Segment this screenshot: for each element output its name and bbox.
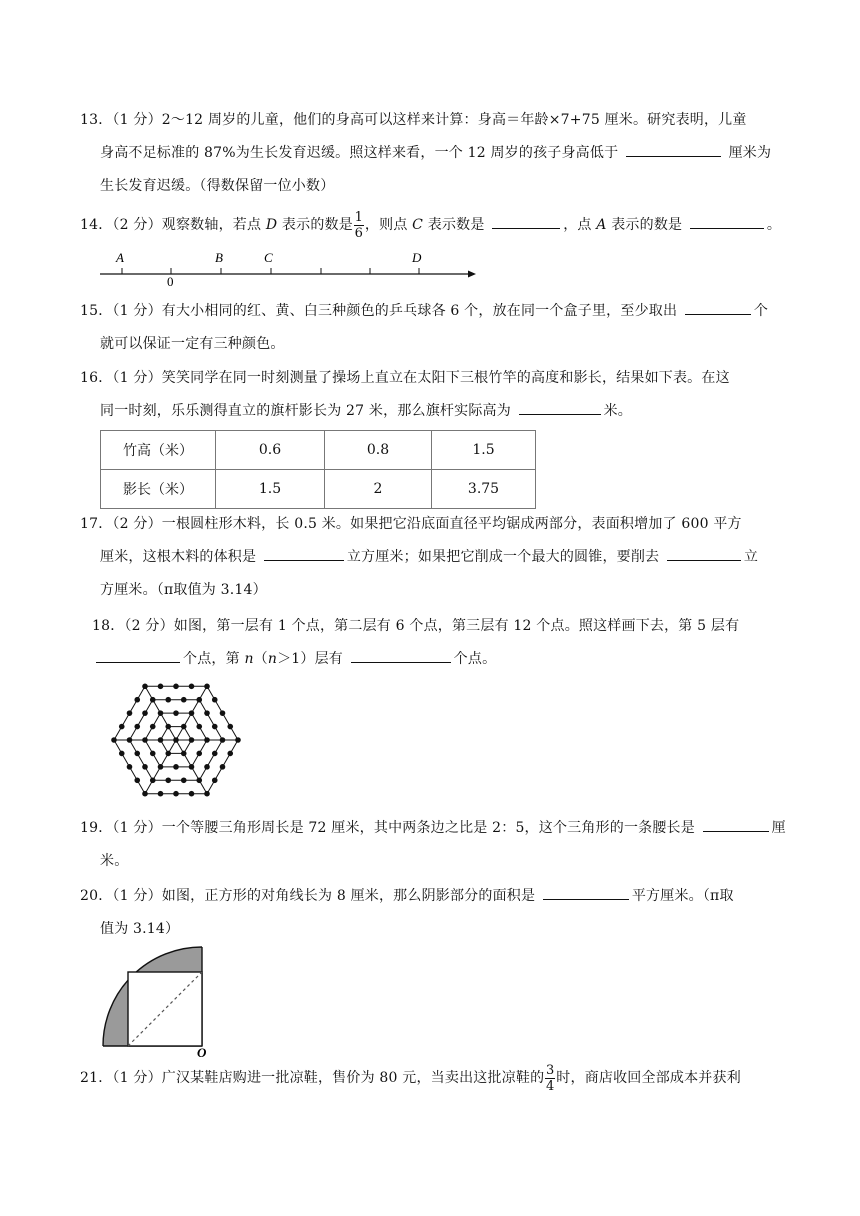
hexagon-dot — [142, 791, 148, 797]
q14-fraction: $\frac{1}{6}$ — [354, 209, 364, 241]
q16-answer-blank[interactable] — [519, 400, 601, 415]
q14-point-c: C — [412, 217, 424, 233]
hexagon-dot — [158, 737, 164, 743]
hexagon-dot — [119, 751, 125, 757]
q15-line2: 就可以保证一定有三种颜色。 — [100, 336, 285, 352]
hexagon-dot — [227, 724, 233, 730]
hexagon-dot — [181, 777, 187, 783]
question-18: 18．（2 分）如图，第一层有 1 个点，第二层有 6 个点，第三层有 12 个点。照这样画下去，第 5 层有 个点，第 n（n＞1）层有 个点。 — [92, 610, 792, 676]
q17-line2-mid: 立方厘米；如果把它削成一个最大的圆锥，要削去 — [346, 549, 660, 565]
q17-line3: 方厘米。（π取值为 3.14） — [100, 582, 267, 598]
hexagon-dot — [196, 724, 202, 730]
hexagon-dot — [212, 751, 218, 757]
q21-fraction: $\frac{3}{4}$ — [546, 1062, 555, 1094]
hexagon-dot — [196, 777, 202, 783]
label-c: C — [264, 250, 273, 265]
q14-text-2: 表示的数是 — [277, 217, 353, 233]
q13-line3: 生长发育迟缓。（得数保留一位小数） — [100, 178, 335, 194]
hexagon-dot — [173, 791, 179, 797]
hexagon-dot — [142, 764, 148, 770]
hexagon-dot — [227, 751, 233, 757]
hexagon-dot — [212, 777, 218, 783]
hexagon-dot — [127, 710, 133, 716]
hexagon-dot — [150, 751, 156, 757]
q16-line2-text: 同一时刻，乐乐测得直立的旗杆影长为 27 米，那么旗杆实际高为 — [100, 403, 511, 419]
q14-text-4: 表示数是 — [423, 217, 485, 233]
hexagon-dot — [173, 764, 179, 770]
hexagon-dot — [181, 751, 187, 757]
hexagon-dot — [196, 751, 202, 757]
hexagon-dot — [189, 737, 195, 743]
label-d: D — [412, 250, 422, 265]
q17-line1: 17．（2 分）一根圆柱形木料，长 0.5 米。如果把它沿底面直径平均锯成两部分，表面积增加了 600 平方 — [80, 516, 742, 532]
hexagon-dot — [134, 697, 140, 703]
hexagon-dot — [150, 777, 156, 783]
number-line-figure — [96, 246, 486, 286]
hexagon-dot — [235, 737, 241, 743]
hexagon-dot — [204, 791, 210, 797]
hexagon-dot — [165, 777, 171, 783]
square-quarter-circle-figure — [98, 942, 214, 1058]
hexagon-dot — [220, 710, 226, 716]
hexagon-dot — [142, 684, 148, 690]
hexagon-dot — [173, 710, 179, 716]
q14-text-3: ，则点 — [364, 217, 413, 233]
question-16: 16．（1 分）笑笑同学在同一时刻测量了操场上直立在太阳下三根竹竿的高度和影长，结果如下表。在这 同一时刻，乐乐测得直立的旗杆影长为 27 米，那么旗杆实际高为 米。 — [80, 362, 780, 428]
hexagon-dot — [173, 684, 179, 690]
q14-point-a: A — [596, 217, 607, 233]
q20-line2: 值为 3.14） — [100, 921, 180, 937]
q16-line1: 16．（1 分）笑笑同学在同一时刻测量了操场上直立在太阳下三根竹竿的高度和影长，结果如下表。在这 — [80, 370, 730, 386]
q19-line2: 米。 — [100, 853, 129, 869]
question-13 — [80, 104, 780, 203]
hexagon-dot — [181, 724, 187, 730]
hexagon-dot — [189, 791, 195, 797]
hexagon-dot — [150, 724, 156, 730]
hexagon-dot — [189, 764, 195, 770]
hexagon-dot — [111, 737, 117, 743]
hexagon-dot — [212, 697, 218, 703]
q17-answer-blank-2[interactable] — [667, 546, 741, 561]
q14-text-5: ，点 — [563, 217, 597, 233]
q17-answer-blank-1[interactable] — [264, 546, 344, 561]
hexagon-dot — [165, 697, 171, 703]
q14-point-d: D — [265, 217, 278, 233]
q14-text-1: 14．（2 分）观察数轴，若点 — [80, 217, 266, 233]
q17-line2-text: 厘米，这根木料的体积是 — [100, 549, 257, 565]
q15-answer-blank[interactable] — [685, 300, 751, 315]
q19-text: 19．（1 分）一个等腰三角形周长是 72 厘米，其中两条边之比是 2：5，这个三角形的一条腰长是 — [80, 820, 695, 836]
label-o: O — [197, 1045, 207, 1058]
hexagon-dot — [142, 737, 148, 743]
hexagon-dot — [204, 684, 210, 690]
hexagon-dot — [173, 737, 179, 743]
hexagon-dot — [220, 737, 226, 743]
question-20: 20．（1 分）如图，正方形的对角线长为 8 厘米，那么阴影部分的面积是 平方厘米。（π取 值为 3.14） — [80, 880, 780, 946]
q14-answer-blank-2[interactable] — [690, 214, 764, 229]
question-17: 17．（2 分）一根圆柱形木料，长 0.5 米。如果把它沿底面直径平均锯成两部分，表面积增加了 600 平方 厘米，这根木料的体积是 立方厘米；如果把它削成一个最大的圆锥，要削去 立 方厘米。（π取值为 3.14） — [80, 508, 780, 607]
q13-line2-tail: 厘米为 — [728, 145, 772, 161]
hexagon-dot — [189, 710, 195, 716]
hexagon-dot — [220, 764, 226, 770]
q20-text: 20．（1 分）如图，正方形的对角线长为 8 厘米，那么阴影部分的面积是 — [80, 888, 536, 904]
hexagon-dot — [158, 764, 164, 770]
hexagon-dot — [204, 710, 210, 716]
hexagon-dot — [158, 791, 164, 797]
hexagon-dot — [119, 724, 125, 730]
label-a: A — [116, 250, 124, 265]
hexagon-dot — [134, 724, 140, 730]
hexagon-dot — [150, 697, 156, 703]
table-row: 竹高（米） 0.6 0.8 1.5 — [101, 431, 536, 470]
q14-text-6: 表示的数是 — [606, 217, 683, 233]
hexagon-dot — [204, 737, 210, 743]
q19-answer-blank[interactable] — [703, 817, 769, 832]
question-14: 14．（2 分）观察数轴，若点 D 表示的数是 $\frac{1}{6}$ ，则点 C 表示数是 ，点 A 表示的数是 。 — [80, 209, 782, 241]
hexagon-dot — [134, 777, 140, 783]
q20-answer-blank[interactable] — [543, 885, 629, 900]
hexagon-dot — [196, 697, 202, 703]
q13-answer-blank[interactable] — [626, 142, 721, 157]
q18-line1: 18．（2 分）如图，第一层有 1 个点，第二层有 6 个点，第三层有 12 个点。照这样画下去，第 5 层有 — [92, 618, 740, 634]
q15-text: 15．（1 分）有大小相同的红、黄、白三种颜色的乒乓球各 6 个，放在同一个盒子里，至少取出 — [80, 303, 678, 319]
bamboo-table — [100, 430, 536, 509]
q14-answer-blank-1[interactable] — [492, 214, 560, 229]
q13-line2-text: 身高不足标准的 87%为生长发育迟缓。照这样来看，一个 12 周岁的孩子身高低于 — [100, 145, 619, 161]
hexagon-dot — [212, 724, 218, 730]
hexagon-dot — [158, 684, 164, 690]
table-row: 影长（米） 1.5 2 3.75 — [101, 470, 536, 509]
hexagon-dot — [165, 751, 171, 757]
q18-answer-blank-2[interactable] — [351, 648, 451, 663]
q13-line1: 13．（1 分）2～12 周岁的儿童，他们的身高可以这样来计算：身高＝年龄×7+75 厘米。研究表明，儿童 — [80, 112, 747, 128]
hexagon-dot — [127, 764, 133, 770]
hexagon-dot — [165, 724, 171, 730]
label-b: B — [215, 250, 223, 265]
hexagon-dot — [158, 710, 164, 716]
hexagon-dot — [204, 764, 210, 770]
question-21 — [80, 1062, 780, 1095]
hexagon-dot — [142, 710, 148, 716]
hexagon-dot — [134, 751, 140, 757]
hexagon-dot — [181, 697, 187, 703]
q21-text-2: 时，商店收回全部成本并获利 — [556, 1070, 741, 1086]
question-19: 19．（1 分）一个等腰三角形周长是 72 厘米，其中两条边之比是 2：5，这个三角形的一条腰长是 厘 米。 — [80, 812, 780, 878]
label-zero: 0 — [167, 274, 174, 286]
q18-answer-blank-1[interactable] — [96, 648, 180, 663]
hexagon-dots-figure — [98, 674, 254, 806]
q21-text: 21．（1 分）广汉某鞋店购进一批凉鞋，售价为 80 元，当卖出这批凉鞋的 — [80, 1070, 545, 1086]
hexagon-dot — [127, 737, 133, 743]
question-15: 15．（1 分）有大小相同的红、黄、白三种颜色的乒乓球各 6 个，放在同一个盒子里，至少取出 个 就可以保证一定有三种颜色。 — [80, 295, 780, 361]
hexagon-dot — [189, 684, 195, 690]
